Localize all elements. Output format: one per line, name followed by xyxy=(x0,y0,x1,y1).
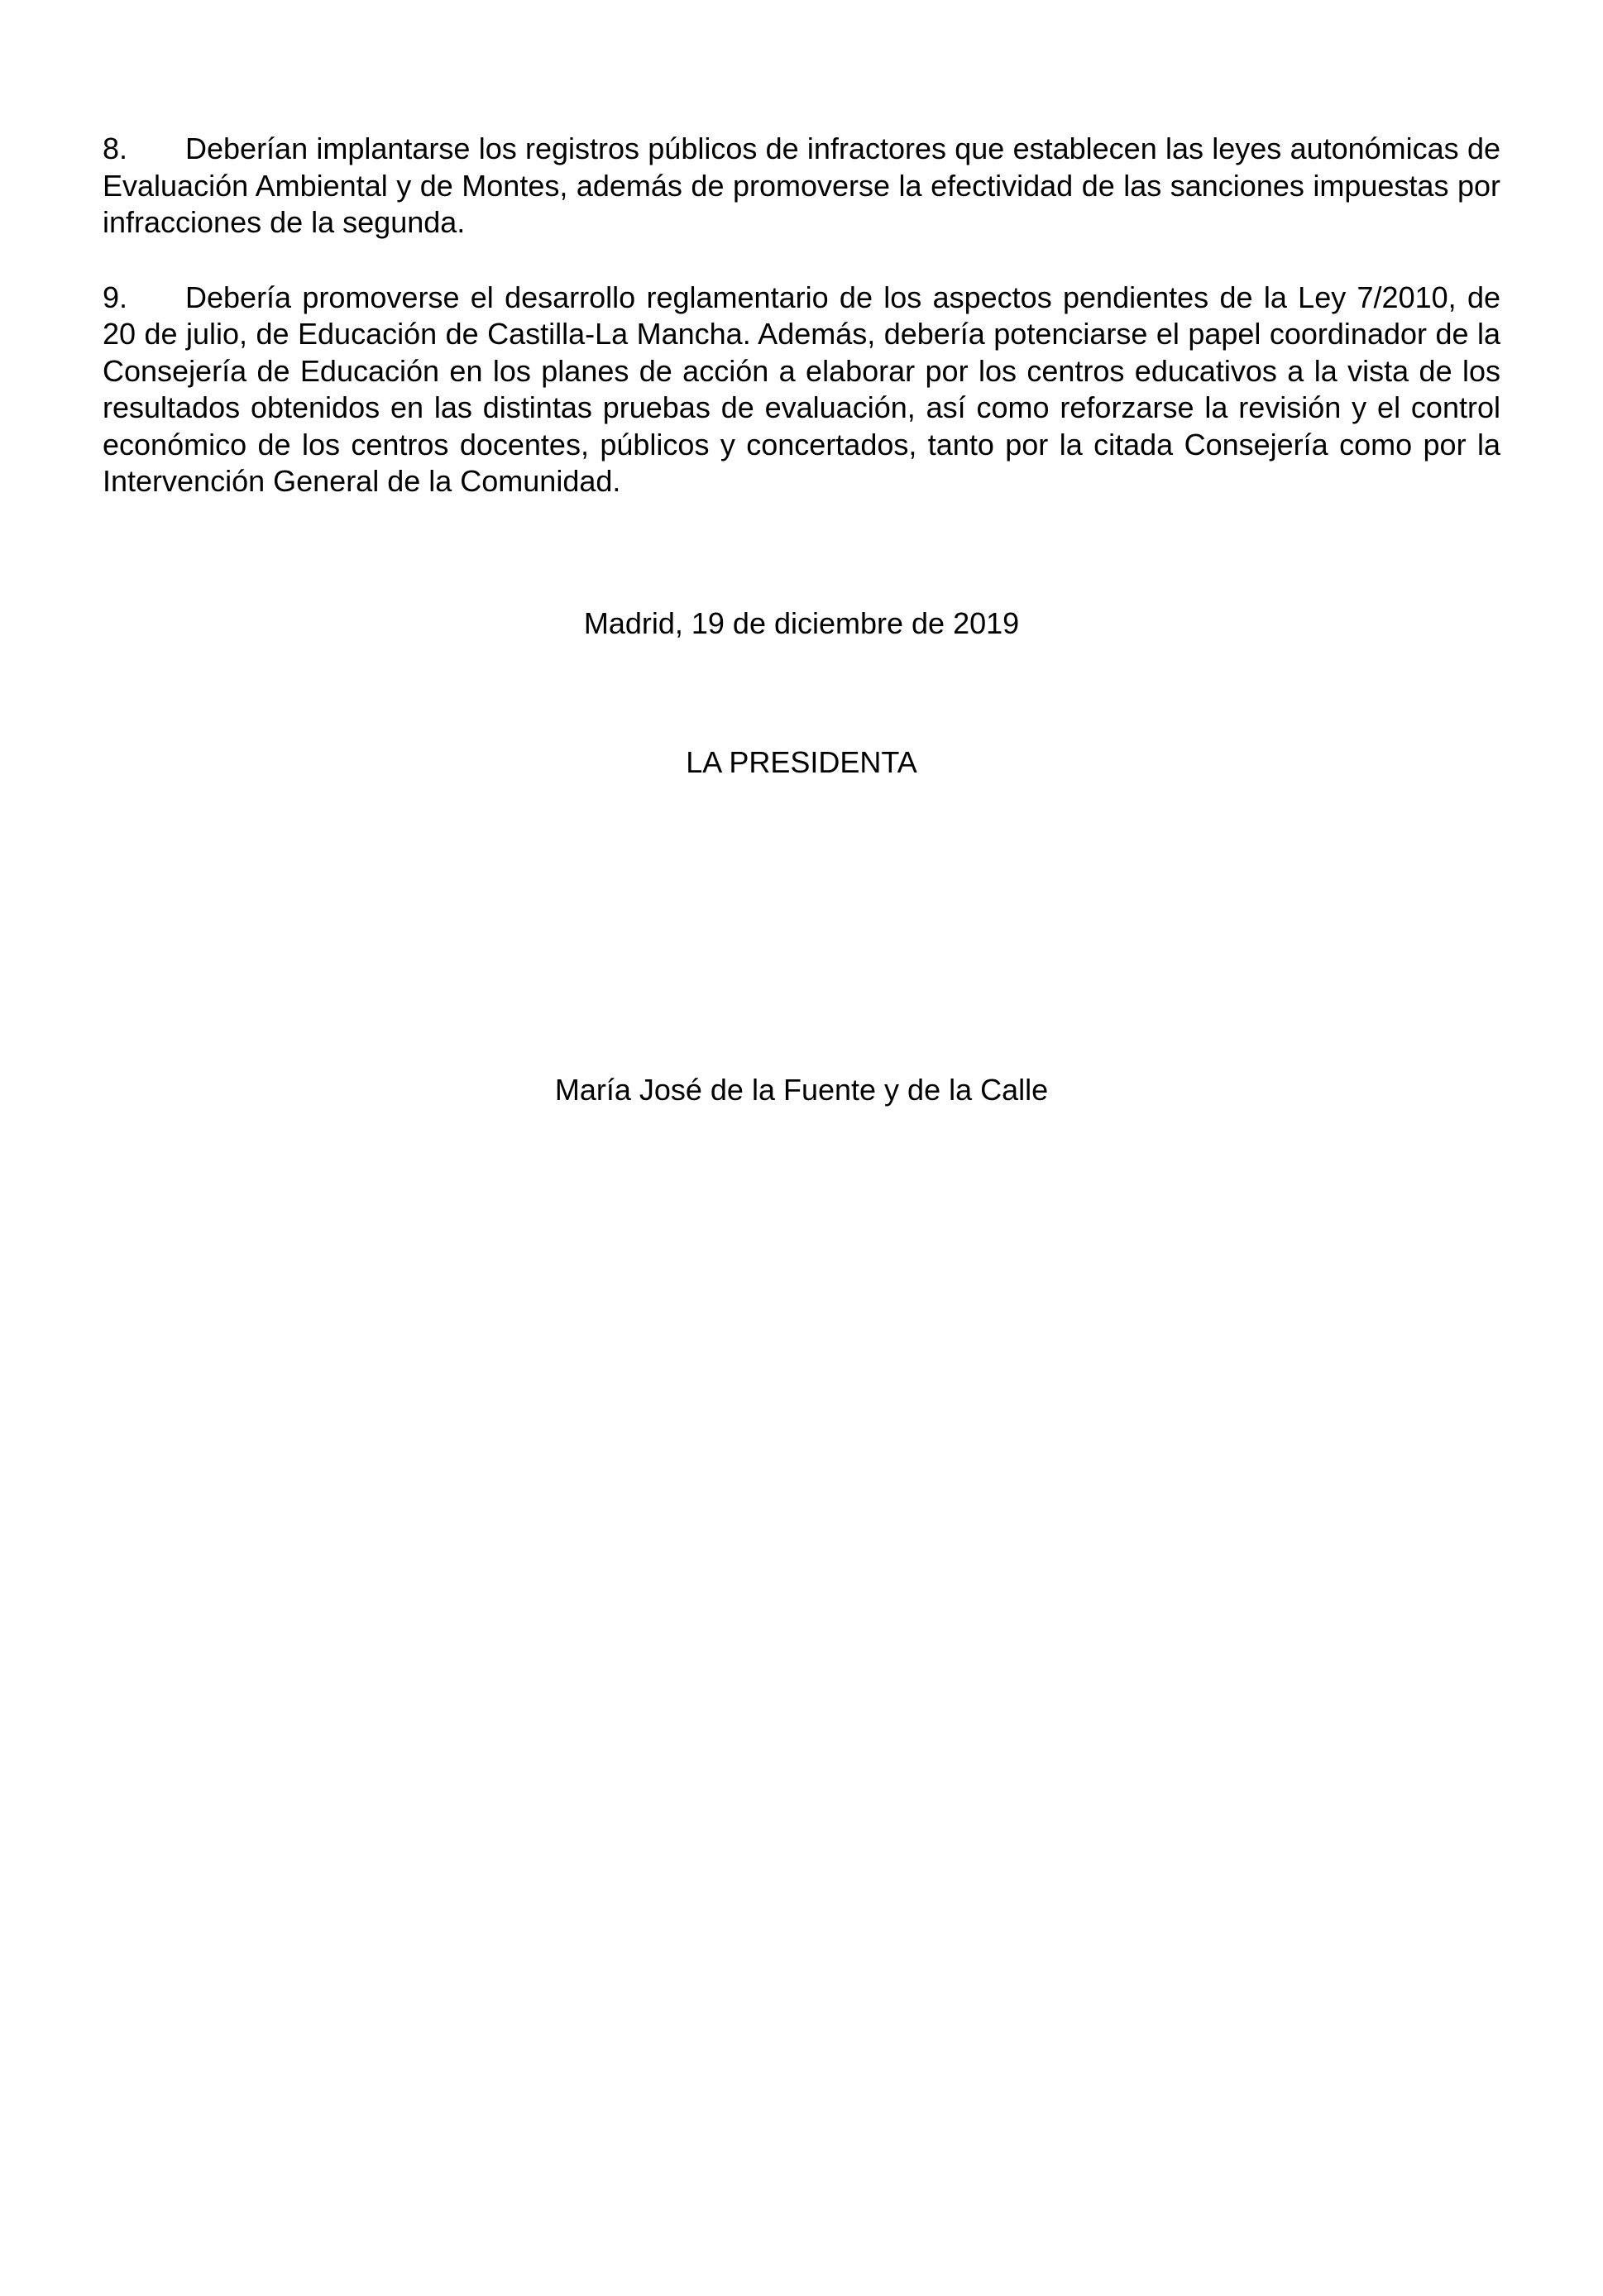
recommendation-item-9 xyxy=(103,280,1500,500)
place-date: Madrid, 19 de diciembre de 2019 xyxy=(583,606,1020,640)
signer-title: LA PRESIDENTA xyxy=(686,745,917,779)
item-number: 8. xyxy=(103,132,128,165)
signer-name: María José de la Fuente y de la Calle xyxy=(554,1073,1049,1107)
item-text: Debería promoverse el desarrollo reglamentario de los aspectos pendientes de la Ley 7/2010, de 20 de julio, de Educación de Castilla-La Mancha. Además, debería potenciarse el papel coordinador de la Consejería de Educación en los planes de acción a elaborar por los centros educativos a la vista de los resultados obtenidos en las distintas pruebas de evaluación, así como reforzarse la revisión y el control económico de los centros docentes, públicos y concertados, tanto por la citada Consejería como por la Intervención General de la Comunidad. xyxy=(103,280,1500,498)
recommendations-list xyxy=(103,131,1500,538)
recommendation-item-8 xyxy=(103,131,1500,242)
item-number: 9. xyxy=(103,280,128,314)
item-text: Deberían implantarse los registros públicos de infractores que establecen las leyes autonómicas de Evaluación Ambiental y de Montes, además de promoverse la efectividad de las sanciones impuestas por infracciones de la segunda. xyxy=(103,132,1500,239)
